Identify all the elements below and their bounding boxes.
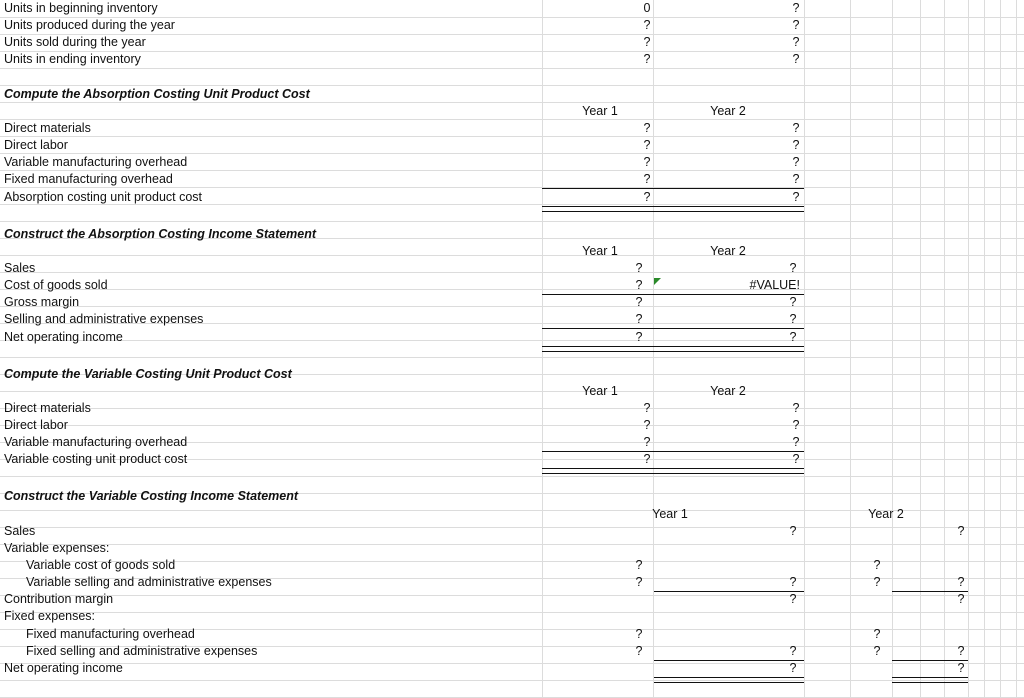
grid-row-line <box>0 68 1024 69</box>
grid-row-line <box>0 255 1024 256</box>
grid-row-line <box>0 119 1024 120</box>
grid-row-line <box>0 391 1024 392</box>
cost-label[interactable]: Direct labor <box>4 138 68 152</box>
inventory-y2[interactable]: ? <box>792 35 800 49</box>
vincome-sub-label[interactable]: Fixed manufacturing overhead <box>26 627 195 641</box>
section-title[interactable]: Compute the Absorption Costing Unit Product Cost <box>4 87 310 101</box>
cost-total-label[interactable]: Absorption costing unit product cost <box>4 190 203 204</box>
inventory-y1[interactable]: ? <box>643 35 651 49</box>
vincome-y2-detail[interactable]: ? <box>873 575 881 589</box>
grid-row-line <box>0 476 1024 477</box>
subtotal-line <box>654 660 804 661</box>
total-double-line <box>892 677 968 683</box>
income-y1[interactable]: ? <box>635 261 643 275</box>
vcost-total-y1[interactable]: ? <box>643 452 651 466</box>
grid-row-line <box>0 527 1024 528</box>
vincome-y2-total[interactable]: ? <box>957 524 965 538</box>
grid-col-line <box>1000 0 1001 698</box>
year2-header[interactable]: Year 2 <box>710 384 746 398</box>
vincome-y1-total[interactable]: ? <box>789 524 797 538</box>
grid-row-line <box>0 544 1024 545</box>
income-total-y1[interactable]: ? <box>635 330 643 344</box>
inventory-y1[interactable]: 0 <box>643 1 651 15</box>
cost-total-y1[interactable]: ? <box>643 190 651 204</box>
cost-label[interactable]: Fixed manufacturing overhead <box>4 172 173 186</box>
subtotal-line <box>654 591 804 592</box>
vincome-y1-detail[interactable]: ? <box>635 575 643 589</box>
vcost-label[interactable]: Direct materials <box>4 401 91 415</box>
income-label[interactable]: Cost of goods sold <box>4 278 108 292</box>
subtotal-line <box>542 328 804 329</box>
grid-row-line <box>0 272 1024 273</box>
vincome-label[interactable]: Contribution margin <box>4 592 114 606</box>
grid-row-line <box>0 136 1024 137</box>
error-indicator-icon[interactable] <box>654 278 661 285</box>
cost-y2[interactable]: ? <box>792 138 800 152</box>
vcost-y2[interactable]: ? <box>792 435 800 449</box>
vcost-label[interactable]: Direct labor <box>4 418 68 432</box>
cost-y1[interactable]: ? <box>643 121 651 135</box>
vincome-label[interactable]: Fixed expenses: <box>4 609 96 623</box>
year2-header[interactable]: Year 2 <box>710 104 746 118</box>
section-title[interactable]: Construct the Variable Costing Income Statement <box>4 489 299 503</box>
grid-col-line <box>944 0 945 698</box>
vincome-y2-detail[interactable]: ? <box>873 558 881 572</box>
vincome-y2-total[interactable]: ? <box>957 575 965 589</box>
income-label[interactable]: Gross margin <box>4 295 80 309</box>
inventory-y2[interactable]: ? <box>792 18 800 32</box>
income-label[interactable]: Selling and administrative expenses <box>4 312 204 326</box>
vcost-total-y2[interactable]: ? <box>792 452 800 466</box>
grid-col-line <box>804 0 805 698</box>
vincome-y2-net[interactable]: ? <box>957 661 965 675</box>
total-double-line <box>542 206 804 212</box>
grid-row-line <box>0 340 1024 341</box>
year1-header[interactable]: Year 1 <box>582 104 618 118</box>
total-double-line <box>654 677 804 683</box>
vincome-y1-total[interactable]: ? <box>789 644 797 658</box>
grid-row-line <box>0 408 1024 409</box>
vincome-y2-detail[interactable]: ? <box>873 627 881 641</box>
vincome-sub-label[interactable]: Variable selling and administrative expenses <box>26 575 272 589</box>
income-total-label[interactable]: Net operating income <box>4 330 123 344</box>
section-title[interactable]: Compute the Variable Costing Unit Product Cost <box>4 367 292 381</box>
cost-y1[interactable]: ? <box>643 172 651 186</box>
vincome-y2-total[interactable]: ? <box>957 592 965 606</box>
total-double-line <box>542 346 804 352</box>
subtotal-line <box>542 294 804 295</box>
vincome-sub-label[interactable]: Fixed selling and administrative expenses <box>26 644 258 658</box>
grid-row-line <box>0 357 1024 358</box>
year1-header[interactable]: Year 1 <box>582 384 618 398</box>
grid-col-line <box>1016 0 1017 698</box>
vcost-y2[interactable]: ? <box>792 401 800 415</box>
year1-header[interactable]: Year 1 <box>652 507 688 521</box>
vincome-y2-detail[interactable]: ? <box>873 644 881 658</box>
cost-label[interactable]: Variable manufacturing overhead <box>4 155 188 169</box>
vincome-y1-net[interactable]: ? <box>789 661 797 675</box>
income-y2[interactable]: ? <box>789 312 797 326</box>
grid-col-line <box>850 0 851 698</box>
income-y2[interactable]: ? <box>789 295 797 309</box>
grid-col-line <box>968 0 969 698</box>
cost-label[interactable]: Direct materials <box>4 121 91 135</box>
grid-row-line <box>0 425 1024 426</box>
inventory-y1[interactable]: ? <box>643 52 651 66</box>
income-total-y2[interactable]: ? <box>789 330 797 344</box>
cost-total-y2[interactable]: ? <box>792 190 800 204</box>
vincome-sub-label[interactable]: Variable cost of goods sold <box>26 558 176 572</box>
year2-header[interactable]: Year 2 <box>710 244 746 258</box>
grid-row-line <box>0 612 1024 613</box>
vcost-total-label[interactable]: Variable costing unit product cost <box>4 452 188 466</box>
income-y2-error[interactable]: #VALUE! <box>749 278 800 292</box>
grid-col-line <box>920 0 921 698</box>
vincome-total-label[interactable]: Net operating income <box>4 661 123 675</box>
vcost-y1[interactable]: ? <box>643 418 651 432</box>
inventory-y1[interactable]: ? <box>643 18 651 32</box>
grid-row-line <box>0 289 1024 290</box>
grid-row-line <box>0 34 1024 35</box>
vcost-y2[interactable]: ? <box>792 418 800 432</box>
cost-y1[interactable]: ? <box>643 138 651 152</box>
grid-row-line <box>0 663 1024 664</box>
inventory-label[interactable]: Units in ending inventory <box>4 52 141 66</box>
inventory-y2[interactable]: ? <box>792 52 800 66</box>
cost-y2[interactable]: ? <box>792 155 800 169</box>
vcost-y1[interactable]: ? <box>643 401 651 415</box>
vincome-y2-total[interactable]: ? <box>957 644 965 658</box>
total-double-line <box>542 468 804 474</box>
grid-row-line <box>0 51 1024 52</box>
income-y2[interactable]: ? <box>789 261 797 275</box>
vcost-label[interactable]: Variable manufacturing overhead <box>4 435 188 449</box>
section-title[interactable]: Construct the Absorption Costing Income Statement <box>4 227 317 241</box>
income-y1[interactable]: ? <box>635 278 643 292</box>
vincome-label[interactable]: Variable expenses: <box>4 541 110 555</box>
inventory-label[interactable]: Units in beginning inventory <box>4 1 158 15</box>
grid-row-line <box>0 680 1024 681</box>
year2-header[interactable]: Year 2 <box>868 507 904 521</box>
cost-y2[interactable]: ? <box>792 172 800 186</box>
vcost-y1[interactable]: ? <box>643 435 651 449</box>
inventory-label[interactable]: Units sold during the year <box>4 35 146 49</box>
income-y1[interactable]: ? <box>635 295 643 309</box>
vincome-y1-detail[interactable]: ? <box>635 558 643 572</box>
income-y1[interactable]: ? <box>635 312 643 326</box>
grid-row-line <box>0 306 1024 307</box>
vincome-y1-detail[interactable]: ? <box>635 627 643 641</box>
inventory-y2[interactable]: ? <box>792 1 800 15</box>
income-label[interactable]: Sales <box>4 261 36 275</box>
vincome-y1-detail[interactable]: ? <box>635 644 643 658</box>
year1-header[interactable]: Year 1 <box>582 244 618 258</box>
cost-y2[interactable]: ? <box>792 121 800 135</box>
vincome-y1-total[interactable]: ? <box>789 592 797 606</box>
vincome-y1-total[interactable]: ? <box>789 575 797 589</box>
grid-col-line <box>984 0 985 698</box>
grid-col-line <box>892 0 893 698</box>
subtotal-line <box>542 451 804 452</box>
grid-row-line <box>0 221 1024 222</box>
vincome-label[interactable]: Sales <box>4 524 36 538</box>
grid-row-line <box>0 595 1024 596</box>
subtotal-line <box>542 188 804 189</box>
cost-y1[interactable]: ? <box>643 155 651 169</box>
inventory-label[interactable]: Units produced during the year <box>4 18 175 32</box>
